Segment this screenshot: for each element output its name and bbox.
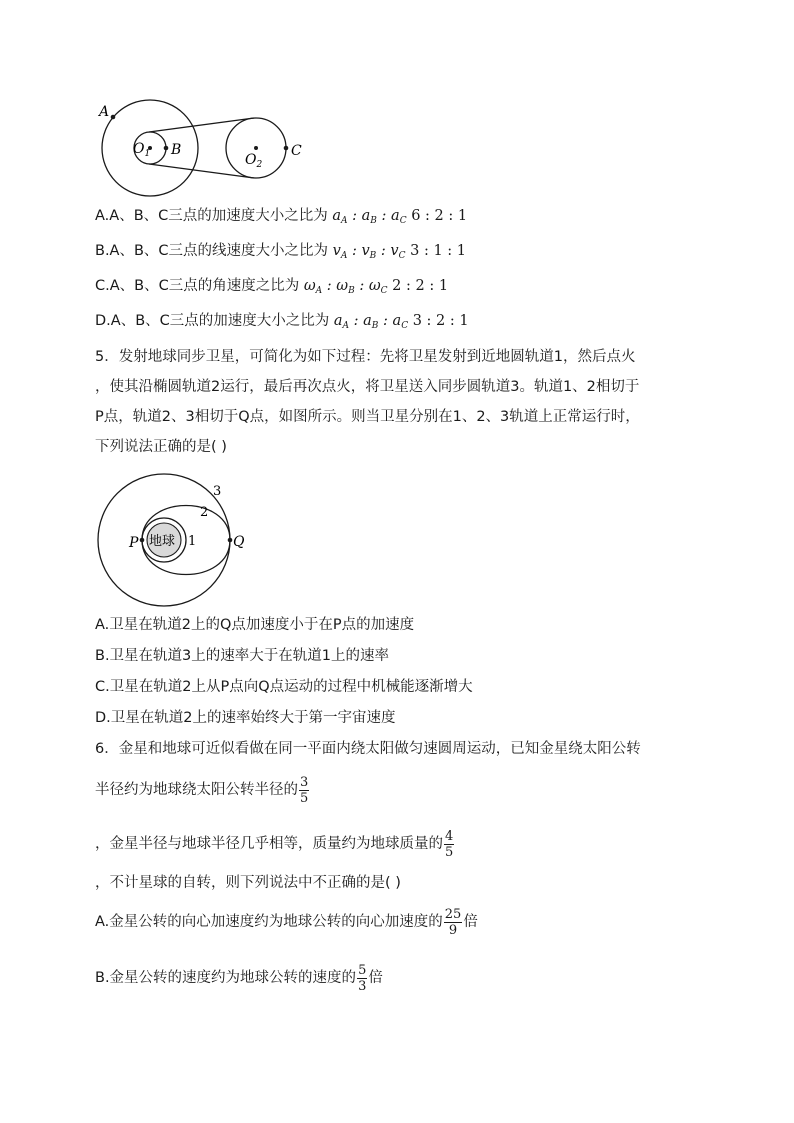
q5-option-d: D.卫星在轨道2上的速率始终大于第一宇宙速度 [95,710,396,726]
label-q: Q [233,534,245,550]
q5-stem-line-1: 5．发射地球同步卫星，可简化为如下过程：先将卫星发射到近地圆轨道1，然后点火 [95,349,636,365]
q5-stem-line-3: P点，轨道2、3相切于Q点，如图所示。则当卫星分别在1、2、3轨道上正常运行时， [95,409,640,425]
q6-stem-line-2-text: 半径约为地球绕太阳公转半径的 [95,782,298,798]
pulley-figure [90,96,320,206]
label-orbit-2: 2 [200,505,209,520]
q5-stem-line-4: 下列说法正确的是( ) [95,439,227,455]
q4-option-a [95,205,467,232]
q6-stem-line-2 [95,772,310,808]
q4-option-c [95,275,448,302]
label-c: C [291,143,302,159]
q6-option-a [95,904,478,940]
label-o1: $O_1$ [133,141,151,159]
q4-option-b-ratio: 3 : 1 : 1 [410,243,466,259]
q6-fraction-3-5: $\frac{3}{5}$ [300,774,309,806]
q6-option-b-suffix: 倍 [368,970,383,986]
q4-option-b-text: B.A、B、C三点的线速度大小之比为 [95,243,329,259]
q4-option-d [95,310,469,337]
point-b-dot [164,146,169,151]
point-p-dot [140,538,145,543]
label-b: B [171,142,182,158]
q5-option-c: C.卫星在轨道2上从P点向Q点运动的过程中机械能逐渐增大 [95,679,473,695]
q4-option-c-formula: $\omega_A$ : $\omega_B$ : $\omega_C$ [303,278,388,296]
label-orbit-1: 1 [188,534,197,549]
label-o2: $O_2$ [245,152,263,170]
q6-stem-line-3-text: ，金星半径与地球半径几乎相等，质量约为地球质量的 [95,836,443,852]
belt-bottom-line [149,164,254,178]
q4-option-a-text: A.A、B、C三点的加速度大小之比为 [95,208,328,224]
orbit-figure [90,466,270,614]
q6-fraction-4-5: $\frac{4}{5}$ [445,828,454,860]
q4-option-c-text: C.A、B、C三点的角速度之比为 [95,278,300,294]
q6-option-b-text: B.金星公转的速度约为地球公转的速度的 [95,970,357,986]
belt-top-line [149,118,254,132]
q6-stem-line-3 [95,826,455,862]
q5-option-b: B.卫星在轨道3上的速率大于在轨道1上的速率 [95,648,390,664]
q6-option-b-fraction: $\frac{5}{3}$ [358,962,367,994]
q4-option-b-formula: $v_A$ : $v_B$ : $v_C$ [332,243,406,261]
q4-option-c-ratio: 2 : 2 : 1 [392,278,449,294]
q4-option-d-formula: $a_A$ : $a_B$ : $a_C$ [333,313,409,331]
q6-option-b [95,960,383,996]
point-q-dot [228,538,233,543]
q6-stem-line-4: ，不计星球的自转，则下列说法中不正确的是( ) [95,875,401,891]
point-c-dot [284,146,289,151]
label-orbit-3: 3 [213,484,222,499]
q6-option-a-suffix: 倍 [463,914,478,930]
q4-option-d-text: D.A、B、C三点的加速度大小之比为 [95,313,330,329]
point-a-dot [111,115,116,120]
label-p: P [129,535,139,551]
q4-option-a-ratio: 6 : 2 : 1 [411,208,468,224]
earth-label: 地球 [149,534,176,549]
q6-option-a-text: A.金星公转的向心加速度约为地球公转的向心加速度的 [95,914,443,930]
q5-stem-line-2: ，使其沿椭圆轨道2运行，最后再次点火，将卫星送入同步圆轨道3。轨道1、2相切于 [95,379,640,395]
q5-option-a: A.卫星在轨道2上的Q点加速度小于在P点的加速度 [95,617,415,633]
q4-option-b [95,240,466,267]
label-a: A [99,104,110,120]
point-o2-dot [254,146,258,150]
q6-option-a-fraction: $\frac{25}{9}$ [444,906,462,938]
q4-option-a-formula: $a_A$ : $a_B$ : $a_C$ [332,208,407,226]
q6-stem-line-1: 6．金星和地球可近似看做在同一平面内绕太阳做匀速圆周运动，已知金星绕太阳公转 [95,741,641,757]
q4-option-d-ratio: 3 : 2 : 1 [412,313,469,329]
